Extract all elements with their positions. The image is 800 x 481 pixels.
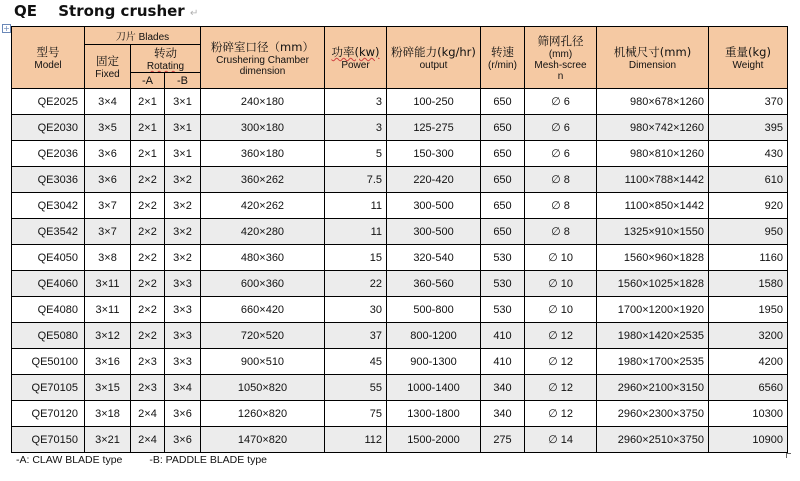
cell-power: 75	[325, 401, 387, 427]
cell-output: 500-800	[387, 297, 481, 323]
cell-rot-b: 3×2	[165, 167, 201, 193]
cell-weight: 430	[709, 141, 788, 167]
cell-chamber: 600×360	[201, 271, 325, 297]
cell-power: 37	[325, 323, 387, 349]
cell-model: QE2036	[12, 141, 85, 167]
cell-rot-a: 2×1	[131, 115, 165, 141]
cell-output: 100-250	[387, 89, 481, 115]
header-output: 粉碎能力(kg/hr) output	[387, 27, 481, 89]
cell-dimension: 2960×2300×3750	[597, 401, 709, 427]
cell-rot-a: 2×1	[131, 89, 165, 115]
cell-fixed: 3×12	[85, 323, 131, 349]
cell-chamber: 300×180	[201, 115, 325, 141]
cell-speed: 650	[481, 219, 525, 245]
cell-weight: 395	[709, 115, 788, 141]
header-mesh: 筛网孔径 (mm) Mesh-scree n	[525, 27, 597, 89]
cell-weight: 6560	[709, 375, 788, 401]
cell-model: QE4080	[12, 297, 85, 323]
cell-dimension: 1100×788×1442	[597, 167, 709, 193]
cell-weight: 4200	[709, 349, 788, 375]
cell-output: 800-1200	[387, 323, 481, 349]
cell-power: 5	[325, 141, 387, 167]
cell-weight: 920	[709, 193, 788, 219]
cell-power: 3	[325, 89, 387, 115]
cell-model: QE70120	[12, 401, 85, 427]
cell-weight: 10300	[709, 401, 788, 427]
table-row	[12, 427, 788, 453]
cell-output: 220-420	[387, 167, 481, 193]
cell-power: 55	[325, 375, 387, 401]
cell-model: QE2030	[12, 115, 85, 141]
cell-fixed: 3×15	[85, 375, 131, 401]
cell-model: QE3036	[12, 167, 85, 193]
cell-output: 1000-1400	[387, 375, 481, 401]
header-fixed: 固定 Fixed	[85, 45, 131, 89]
cell-mesh: ∅ 8	[525, 193, 597, 219]
cell-rot-a: 2×4	[131, 401, 165, 427]
table-row	[12, 297, 788, 323]
cell-model: QE3042	[12, 193, 85, 219]
cell-rot-a: 2×1	[131, 141, 165, 167]
cell-power: 11	[325, 219, 387, 245]
cell-fixed: 3×21	[85, 427, 131, 453]
cell-weight: 10900	[709, 427, 788, 453]
cell-output: 300-500	[387, 219, 481, 245]
cell-speed: 530	[481, 245, 525, 271]
cell-speed: 650	[481, 89, 525, 115]
cell-model: QE5080	[12, 323, 85, 349]
footer-note-b: -B: PADDLE BLADE type	[149, 454, 268, 466]
cell-dimension: 1700×1200×1920	[597, 297, 709, 323]
cell-rot-b: 3×1	[165, 89, 201, 115]
table-row	[12, 193, 788, 219]
cell-dimension: 1325×910×1550	[597, 219, 709, 245]
cell-mesh: ∅ 8	[525, 167, 597, 193]
header-power: 功率(kw) Power	[325, 27, 387, 89]
footer-notes	[16, 454, 291, 466]
cell-rot-b: 3×3	[165, 297, 201, 323]
cell-model: QE50100	[12, 349, 85, 375]
cell-weight: 1950	[709, 297, 788, 323]
cell-dimension: 1560×960×1828	[597, 245, 709, 271]
cell-rot-b: 3×2	[165, 193, 201, 219]
title-prefix: QE	[14, 2, 37, 20]
cell-fixed: 3×6	[85, 167, 131, 193]
cell-weight: 3200	[709, 323, 788, 349]
cell-power: 30	[325, 297, 387, 323]
cell-speed: 340	[481, 375, 525, 401]
cell-rot-a: 2×4	[131, 427, 165, 453]
cell-chamber: 360×180	[201, 141, 325, 167]
cell-rot-b: 3×1	[165, 141, 201, 167]
cell-output: 300-500	[387, 193, 481, 219]
cell-rot-b: 3×6	[165, 427, 201, 453]
document-title	[14, 2, 198, 20]
cell-dimension: 2960×2100×3150	[597, 375, 709, 401]
cell-fixed: 3×8	[85, 245, 131, 271]
cell-power: 3	[325, 115, 387, 141]
cell-fixed: 3×16	[85, 349, 131, 375]
cell-power: 11	[325, 193, 387, 219]
table-resize-handle-icon[interactable]	[786, 453, 791, 458]
table-move-handle-icon[interactable]: +	[3, 24, 10, 33]
cell-power: 45	[325, 349, 387, 375]
cell-rot-b: 3×3	[165, 271, 201, 297]
cell-weight: 370	[709, 89, 788, 115]
header-rotating-b: -B	[165, 73, 201, 89]
cell-output: 1300-1800	[387, 401, 481, 427]
cell-rot-b: 3×3	[165, 349, 201, 375]
cell-dimension: 980×810×1260	[597, 141, 709, 167]
header-rotating-a: -A	[131, 73, 165, 89]
cell-rot-a: 2×2	[131, 219, 165, 245]
cell-speed: 275	[481, 427, 525, 453]
table-row	[12, 349, 788, 375]
cell-model: QE2025	[12, 89, 85, 115]
table-row	[12, 89, 788, 115]
cell-output: 320-540	[387, 245, 481, 271]
cell-chamber: 480×360	[201, 245, 325, 271]
cell-output: 900-1300	[387, 349, 481, 375]
cell-mesh: ∅ 10	[525, 297, 597, 323]
cell-dimension: 1980×1700×2535	[597, 349, 709, 375]
header-dimension: 机械尺寸(mm) Dimension	[597, 27, 709, 89]
table-row	[12, 219, 788, 245]
table-row	[12, 401, 788, 427]
cell-weight: 1580	[709, 271, 788, 297]
cell-power: 15	[325, 245, 387, 271]
cell-dimension: 1100×850×1442	[597, 193, 709, 219]
cell-speed: 650	[481, 141, 525, 167]
cell-fixed: 3×11	[85, 297, 131, 323]
cell-speed: 530	[481, 271, 525, 297]
cell-fixed: 3×5	[85, 115, 131, 141]
cell-model: QE4050	[12, 245, 85, 271]
cell-dimension: 2960×2510×3750	[597, 427, 709, 453]
cell-speed: 650	[481, 167, 525, 193]
table-row	[12, 271, 788, 297]
cell-mesh: ∅ 6	[525, 89, 597, 115]
paragraph-mark-icon: ↵	[189, 8, 199, 19]
spec-table	[11, 26, 788, 453]
cell-rot-a: 2×3	[131, 349, 165, 375]
header-blades: 刀片 Blades	[85, 27, 201, 45]
cell-mesh: ∅ 6	[525, 141, 597, 167]
cell-fixed: 3×4	[85, 89, 131, 115]
cell-chamber: 240×180	[201, 89, 325, 115]
cell-mesh: ∅ 12	[525, 375, 597, 401]
cell-mesh: ∅ 12	[525, 323, 597, 349]
table-row	[12, 167, 788, 193]
header-rotating: 转动 Rotating	[131, 45, 201, 73]
cell-weight: 610	[709, 167, 788, 193]
header-speed: 转速 (r/min)	[481, 27, 525, 89]
title-text: Strong crusher	[58, 2, 185, 20]
cell-output: 125-275	[387, 115, 481, 141]
cell-rot-b: 3×2	[165, 219, 201, 245]
cell-output: 150-300	[387, 141, 481, 167]
table-body	[12, 89, 788, 453]
cell-chamber: 360×262	[201, 167, 325, 193]
cell-chamber: 1260×820	[201, 401, 325, 427]
cell-power: 22	[325, 271, 387, 297]
cell-mesh: ∅ 6	[525, 115, 597, 141]
cell-model: QE70105	[12, 375, 85, 401]
cell-rot-b: 3×4	[165, 375, 201, 401]
cell-speed: 650	[481, 193, 525, 219]
cell-rot-b: 3×2	[165, 245, 201, 271]
table-row	[12, 245, 788, 271]
cell-fixed: 3×18	[85, 401, 131, 427]
cell-dimension: 980×742×1260	[597, 115, 709, 141]
cell-speed: 650	[481, 115, 525, 141]
cell-chamber: 720×520	[201, 323, 325, 349]
cell-mesh: ∅ 8	[525, 219, 597, 245]
cell-power: 112	[325, 427, 387, 453]
cell-fixed: 3×7	[85, 193, 131, 219]
cell-dimension: 1560×1025×1828	[597, 271, 709, 297]
cell-rot-a: 2×2	[131, 167, 165, 193]
cell-mesh: ∅ 12	[525, 349, 597, 375]
cell-power: 7.5	[325, 167, 387, 193]
footer-note-a: -A: CLAW BLADE type	[16, 454, 123, 466]
cell-rot-a: 2×2	[131, 245, 165, 271]
cell-fixed: 3×7	[85, 219, 131, 245]
table-row	[12, 323, 788, 349]
cell-mesh: ∅ 10	[525, 271, 597, 297]
cell-chamber: 1470×820	[201, 427, 325, 453]
cell-model: QE3542	[12, 219, 85, 245]
cell-dimension: 1980×1420×2535	[597, 323, 709, 349]
cell-weight: 950	[709, 219, 788, 245]
cell-chamber: 900×510	[201, 349, 325, 375]
cell-mesh: ∅ 12	[525, 401, 597, 427]
cell-chamber: 420×262	[201, 193, 325, 219]
cell-rot-a: 2×3	[131, 375, 165, 401]
cell-rot-b: 3×3	[165, 323, 201, 349]
cell-rot-b: 3×6	[165, 401, 201, 427]
cell-rot-a: 2×2	[131, 271, 165, 297]
cell-chamber: 660×420	[201, 297, 325, 323]
cell-rot-a: 2×2	[131, 323, 165, 349]
cell-output: 1500-2000	[387, 427, 481, 453]
header-chamber: 粉碎室口径（mm） Crushering Chamber dimension	[201, 27, 325, 89]
cell-rot-a: 2×2	[131, 193, 165, 219]
table-row	[12, 115, 788, 141]
cell-speed: 530	[481, 297, 525, 323]
cell-speed: 410	[481, 323, 525, 349]
cell-rot-a: 2×2	[131, 297, 165, 323]
cell-speed: 340	[481, 401, 525, 427]
cell-weight: 1160	[709, 245, 788, 271]
cell-mesh: ∅ 10	[525, 245, 597, 271]
cell-rot-b: 3×1	[165, 115, 201, 141]
cell-output: 360-560	[387, 271, 481, 297]
cell-mesh: ∅ 14	[525, 427, 597, 453]
cell-fixed: 3×11	[85, 271, 131, 297]
cell-speed: 410	[481, 349, 525, 375]
cell-fixed: 3×6	[85, 141, 131, 167]
cell-model: QE70150	[12, 427, 85, 453]
cell-chamber: 420×280	[201, 219, 325, 245]
header-weight: 重量(kg) Weight	[709, 27, 788, 89]
cell-model: QE4060	[12, 271, 85, 297]
cell-chamber: 1050×820	[201, 375, 325, 401]
table-row	[12, 375, 788, 401]
header-model: 型号 Model	[12, 27, 85, 89]
cell-dimension: 980×678×1260	[597, 89, 709, 115]
table-row	[12, 141, 788, 167]
